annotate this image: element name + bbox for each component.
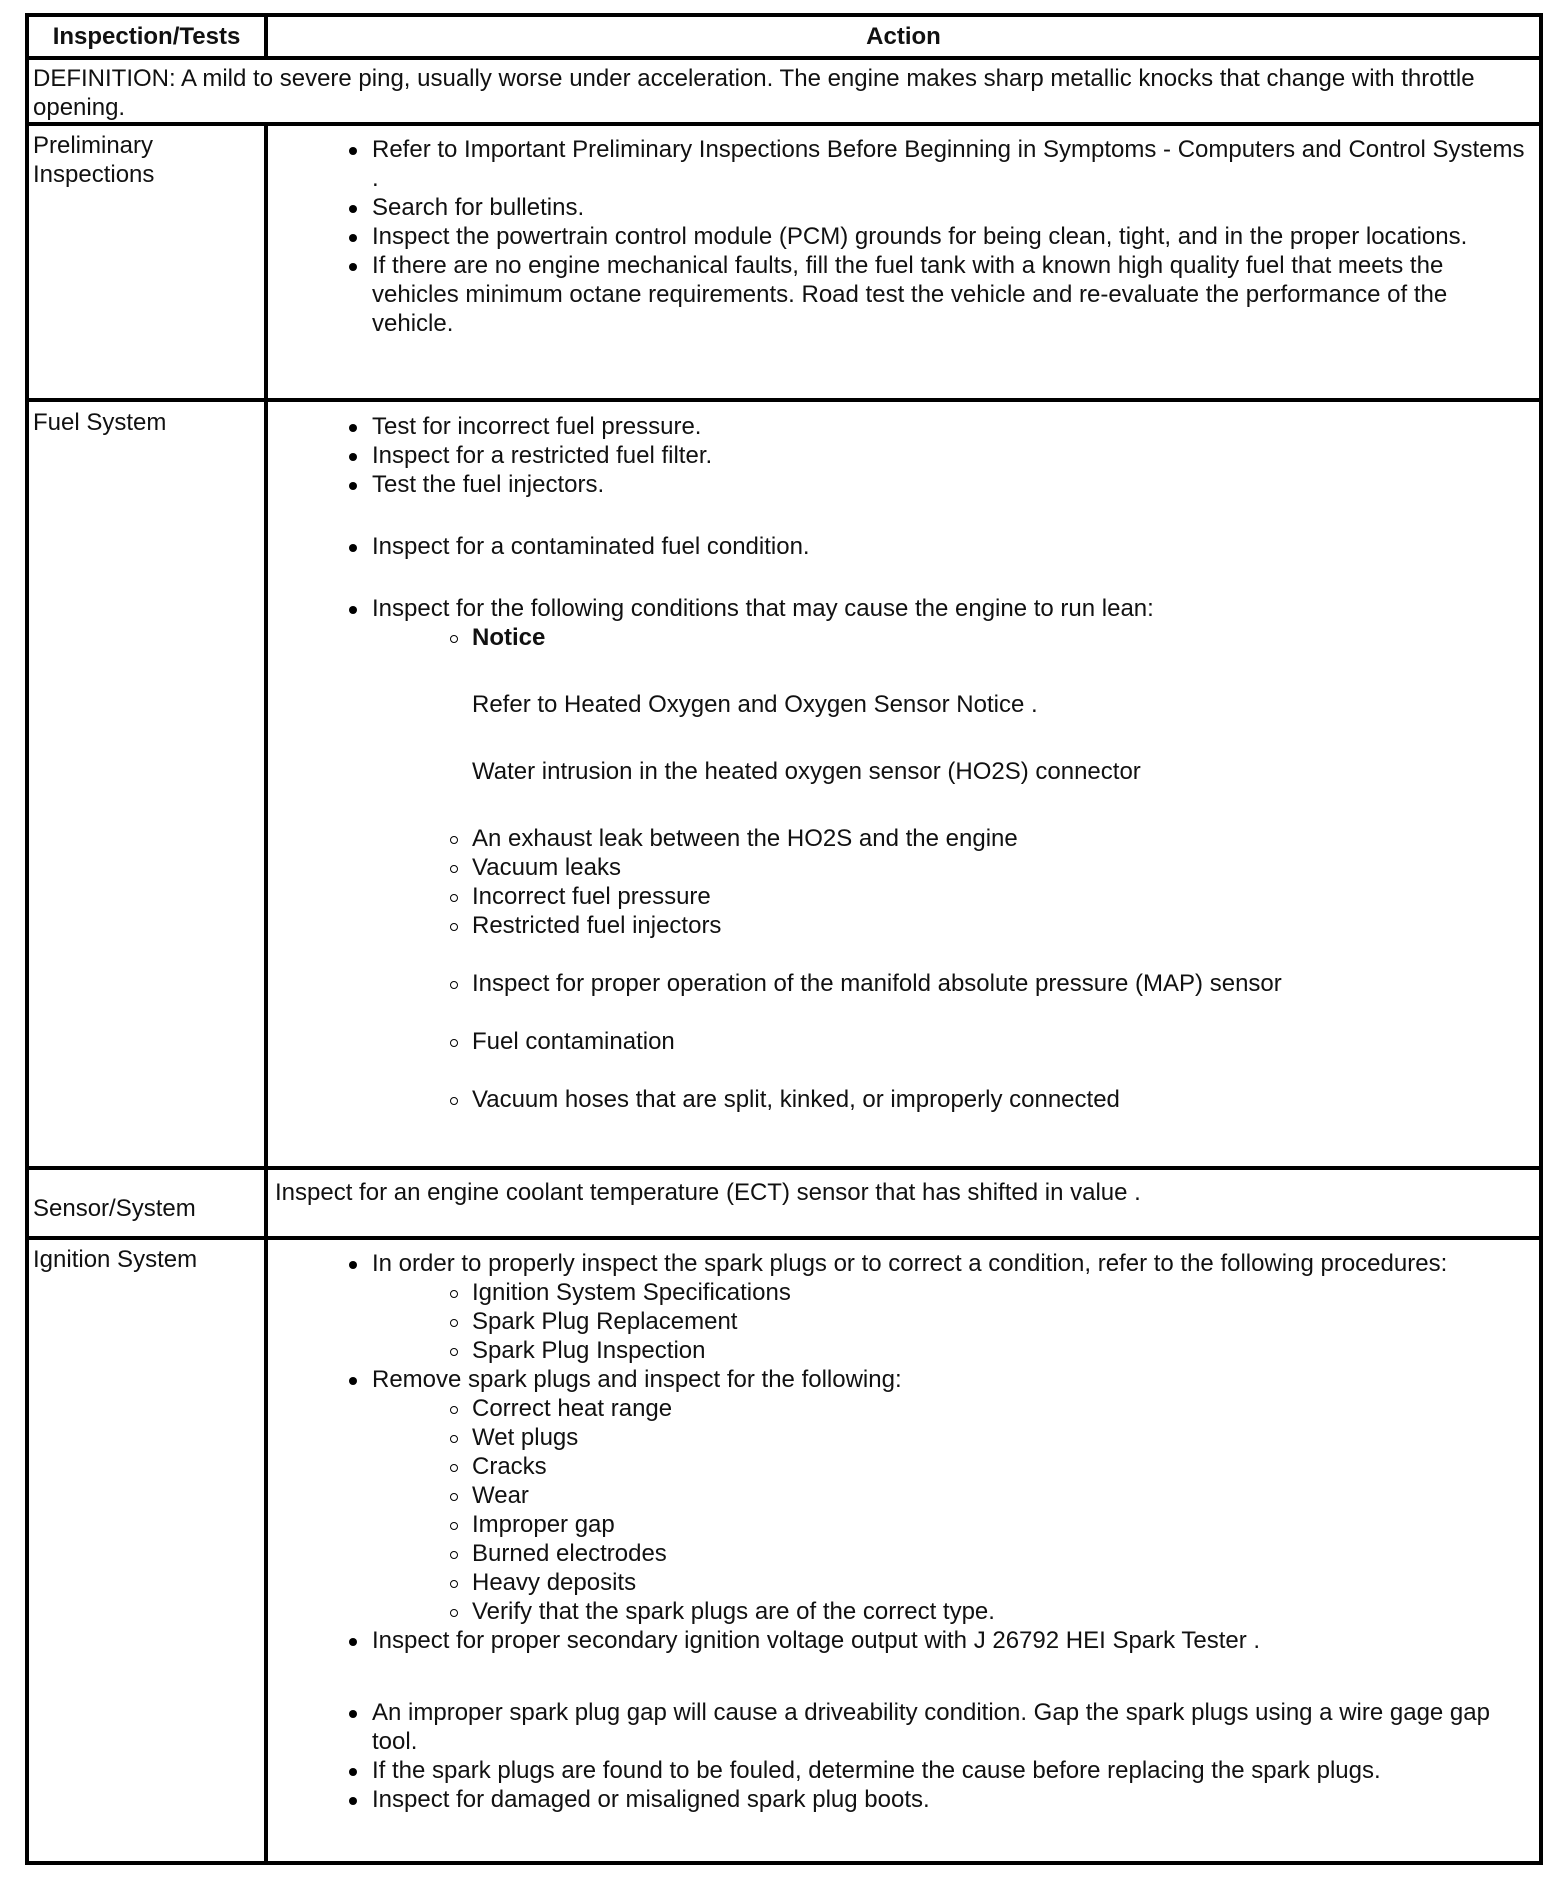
preliminary-actions xyxy=(269,135,1535,338)
list-item: Inspect the powertrain control module (PCM) grounds for being clean, tight, and in the proper locations. xyxy=(269,222,1535,251)
list-item: Inspect for proper operation of the manifold absolute pressure (MAP) sensor xyxy=(269,969,1535,998)
list-item: Refer to Important Preliminary Inspections Before Beginning in Symptoms - Computers and Control Systems . xyxy=(269,135,1535,193)
list-item: Incorrect fuel pressure xyxy=(269,882,1535,911)
divider xyxy=(29,56,1539,60)
list-item: Vacuum leaks xyxy=(269,853,1535,882)
header-inspection-tests: Inspection/Tests xyxy=(52,23,241,50)
list-item: Spark Plug Replacement xyxy=(269,1307,1535,1336)
list-item: Search for bulletins. xyxy=(269,193,1535,222)
list-item: Wear xyxy=(269,1481,1535,1510)
water-intrusion-text: Water intrusion in the heated oxygen sensor (HO2S) connector xyxy=(472,758,1141,785)
list-item: Inspect for a restricted fuel filter. xyxy=(269,441,1535,470)
list-item: An improper spark plug gap will cause a driveability condition. Gap the spark plugs using a wire gage gap tool. xyxy=(269,1698,1535,1756)
fuel-system-label: Fuel System xyxy=(33,409,167,436)
fuel-system-actions xyxy=(269,412,1535,1114)
list-item: Wet plugs xyxy=(269,1423,1535,1452)
list-item: Improper gap xyxy=(269,1510,1535,1539)
divider xyxy=(29,1166,1539,1170)
diagnostic-table xyxy=(25,13,1543,1865)
list-item: Inspect for proper secondary ignition voltage output with J 26792 HEI Spark Tester . xyxy=(269,1626,1535,1655)
notice-text: Refer to Heated Oxygen and Oxygen Sensor Notice . xyxy=(472,691,1038,718)
list-item: Cracks xyxy=(269,1452,1535,1481)
sensor-system-text: Inspect for an engine coolant temperature (ECT) sensor that has shifted in value . xyxy=(275,1179,1141,1206)
divider xyxy=(29,398,1539,402)
list-item: Ignition System Specifications xyxy=(269,1278,1535,1307)
list-item: Inspect for damaged or misaligned spark plug boots. xyxy=(269,1785,1535,1814)
list-item: If the spark plugs are found to be fouled, determine the cause before replacing the spark plugs. xyxy=(269,1756,1535,1785)
preliminary-label: Preliminary Inspections xyxy=(33,132,155,188)
list-item: Fuel contamination xyxy=(269,1027,1535,1056)
list-item: Correct heat range xyxy=(269,1394,1535,1423)
list-item: Inspect for a contaminated fuel condition. xyxy=(269,532,1535,561)
divider xyxy=(29,1236,1539,1240)
ignition-system-actions xyxy=(269,1249,1535,1814)
ignition-system-label: Ignition System xyxy=(33,1246,198,1273)
list-item: An exhaust leak between the HO2S and the engine xyxy=(269,824,1535,853)
column-divider xyxy=(264,17,268,60)
list-item: Spark Plug Inspection xyxy=(269,1336,1535,1365)
header-action: Action xyxy=(866,23,941,50)
list-item: In order to properly inspect the spark plugs or to correct a condition, refer to the following procedures: xyxy=(269,1249,1535,1278)
list-item: Verify that the spark plugs are of the correct type. xyxy=(269,1597,1535,1626)
list-item: Inspect for the following conditions that may cause the engine to run lean: xyxy=(269,594,1535,623)
definition-text: DEFINITION: A mild to severe ping, usually worse under acceleration. The engine makes sharp metallic knocks that change with throttle opening. xyxy=(33,65,1475,121)
list-item: If there are no engine mechanical faults, fill the fuel tank with a known high quality fuel that meets the vehicles minimum octane requirements. Road test the vehicle and re-evaluate the performance of the vehicle. xyxy=(269,251,1535,338)
list-item: Vacuum hoses that are split, kinked, or improperly connected xyxy=(269,1085,1535,1114)
column-divider xyxy=(264,122,268,1865)
list-item: Restricted fuel injectors xyxy=(269,911,1535,940)
list-item: Remove spark plugs and inspect for the following: xyxy=(269,1365,1535,1394)
list-item: Test the fuel injectors. xyxy=(269,470,1535,499)
list-item: Heavy deposits xyxy=(269,1568,1535,1597)
list-item: Burned electrodes xyxy=(269,1539,1535,1568)
list-item: Test for incorrect fuel pressure. xyxy=(269,412,1535,441)
notice-title: Notice xyxy=(269,623,1535,652)
divider xyxy=(29,122,1539,126)
sensor-system-label: Sensor/System xyxy=(33,1195,196,1222)
